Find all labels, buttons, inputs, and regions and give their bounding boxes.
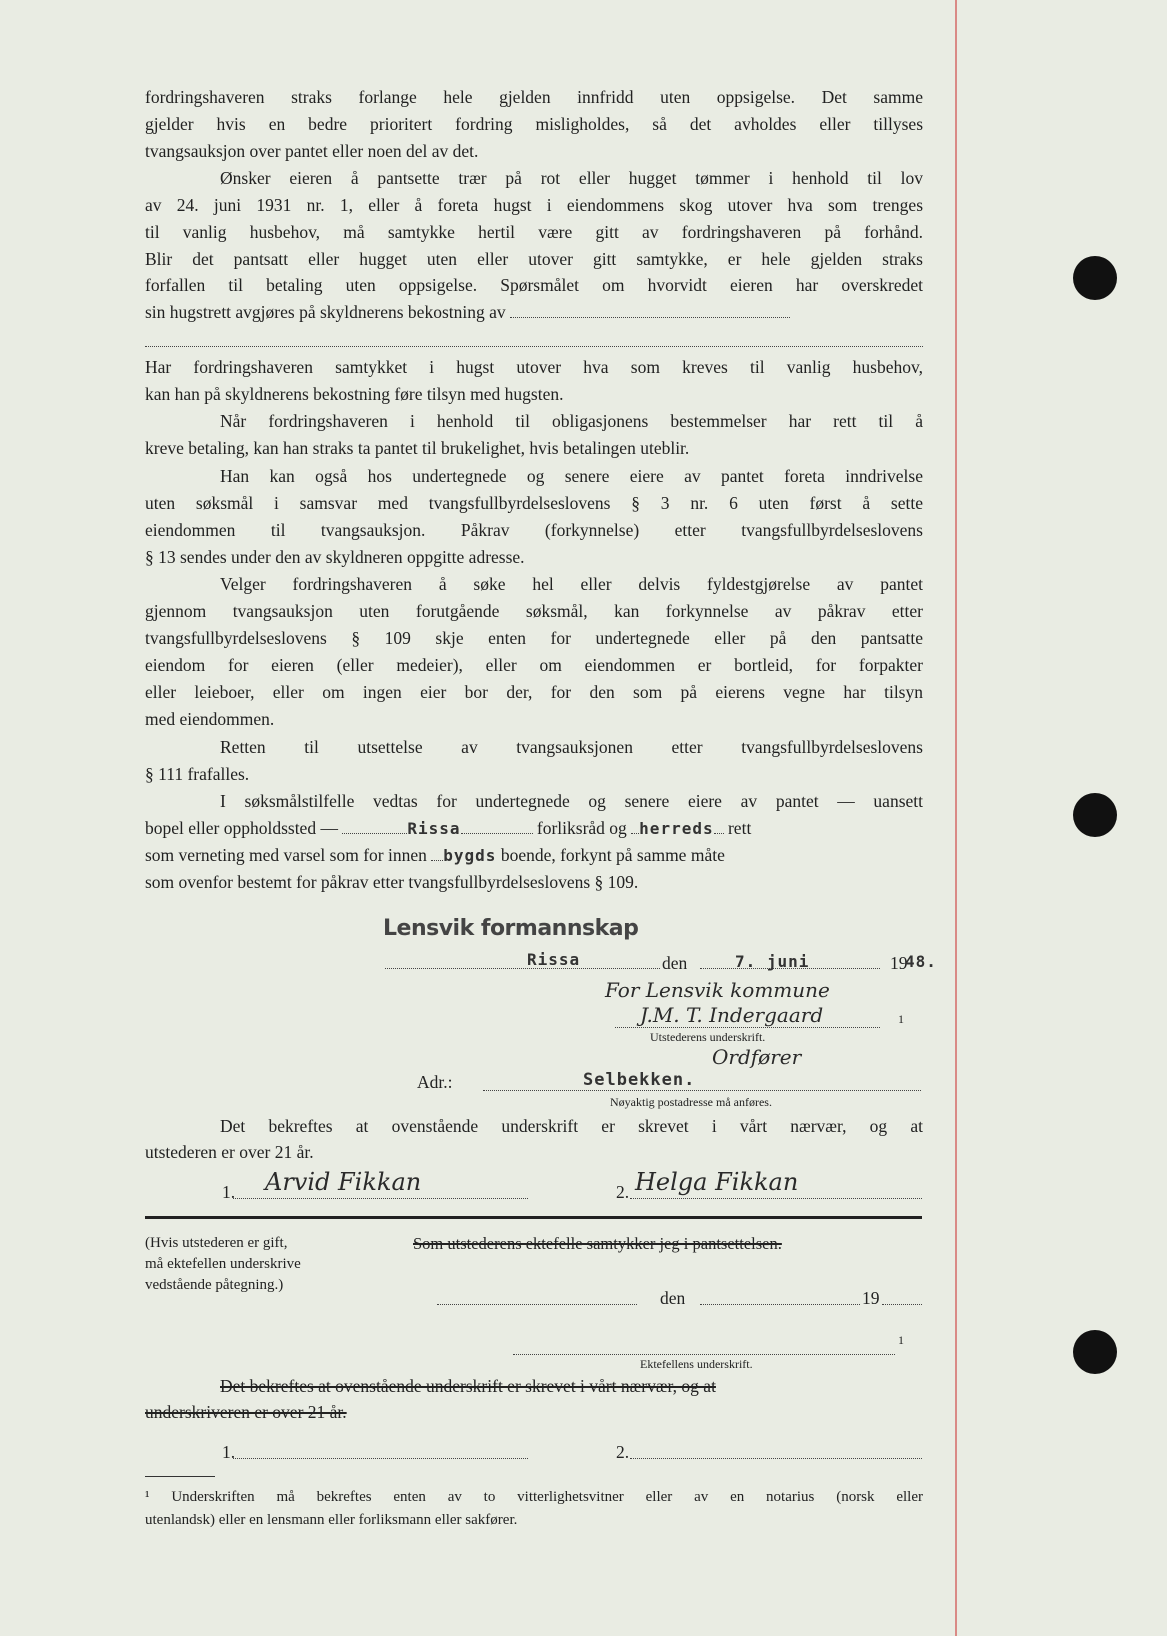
handwritten-signature: Helga Fikkan	[635, 1168, 799, 1196]
witness-number: 1.	[222, 1182, 236, 1202]
struck-text: Det bekreftes at ovenstående underskrift er skrevet i vårt nærvær, og at	[220, 1376, 716, 1396]
handwritten-signature: Arvid Fikkan	[265, 1168, 422, 1196]
signature-line	[233, 1444, 528, 1459]
punch-hole-icon	[1073, 256, 1117, 300]
den-label: den	[660, 1288, 686, 1308]
text-line: eller leieboer, eller om ingen eier bor der, for den som på eierens vegne har tilsyn	[145, 682, 923, 702]
footnote-mark: 1	[898, 1333, 904, 1347]
text-line: tvangsfullbyrdelseslovens § 109 skje enten for undertegnede eller på den pantsatte	[145, 628, 923, 648]
text: (Hvis utstederen er gift,	[145, 1235, 288, 1251]
footnote-text: ¹ Underskriften må bekreftes enten av to vitterlighetsvitner eller av en notarius (norsk eller	[145, 1489, 923, 1505]
venue-place: Rissa	[407, 819, 461, 838]
text-line: eiendommen til tvangsauksjon. Påkrav (forkynnelse) etter tvangsfullbyrdelseslovens	[145, 520, 923, 540]
text-line-part: sin hugstrett avgjøres på skyldnerens bekostning av	[145, 302, 506, 322]
text-line: uten søksmål i samsvar med tvangsfullbyrdelseslovens § 3 nr. 6 uten først å sette	[145, 493, 923, 513]
blank-field	[437, 1290, 637, 1305]
blank-field	[431, 846, 443, 861]
text: bopel eller oppholdssted —	[145, 818, 338, 838]
text-line: gjennom tvangsauksjon uten forutgående søksmål, kan forkynnelse av påkrav etter	[145, 601, 923, 621]
text-line: forfallen til betaling uten oppsigelse. Spørsmålet om hvorvidt eieren har overskredet	[145, 275, 923, 295]
margin-rule	[955, 0, 957, 1636]
text-line: Retten til utsettelse av tvangsauksjonen etter tvangsfullbyrdelseslovens	[220, 737, 923, 757]
blank-field	[461, 819, 533, 834]
handwritten-title: Ordfører	[712, 1045, 802, 1069]
witness-number: 1.	[222, 1442, 236, 1462]
witness-number: 2.	[616, 1442, 630, 1462]
date: 7. juni	[735, 952, 810, 971]
footnote-text: utenlandsk) eller en lensmann eller forliksmann eller sakfører.	[145, 1512, 518, 1528]
blank-field	[882, 1290, 922, 1305]
text-line: Ønsker eieren å pantsette trær på rot eller hugget tømmer i henhold til lov	[220, 168, 923, 188]
caption: Utstederens underskrift.	[650, 1030, 766, 1044]
caption: Ektefellens underskrift.	[640, 1357, 753, 1371]
blank-field	[385, 954, 660, 969]
text: vedstående påtegning.)	[145, 1277, 284, 1293]
address-label: Adr.:	[417, 1072, 453, 1092]
punch-hole-icon	[1073, 793, 1117, 837]
caption: Nøyaktig postadresse må anføres.	[610, 1095, 772, 1109]
signature-line	[513, 1340, 895, 1355]
struck-text: Som utstederens ektefelle samtykker jeg i pantsettelsen.	[413, 1234, 782, 1253]
text-line: tvangsauksjon over pantet eller noen del av det.	[145, 141, 479, 161]
text-line: til vanlig husbehov, må samtykke hertil være gitt av fordringshaveren på forhånd.	[145, 222, 923, 242]
signature-line	[630, 1444, 922, 1459]
year-prefix: 19	[862, 1288, 880, 1308]
signature-line	[615, 1013, 880, 1028]
blank-field	[700, 1290, 860, 1305]
text-line: Når fordringshaveren i henhold til obligasjonens bestemmelser har rett til å	[220, 411, 923, 431]
text-line: utstederen er over 21 år.	[145, 1142, 314, 1162]
text-line: fordringshaveren straks forlange hele gjelden innfridd uten oppsigelse. Det samme	[145, 87, 923, 107]
divider	[145, 1216, 922, 1219]
address-value: Selbekken.	[583, 1070, 696, 1090]
text: rett	[727, 818, 752, 838]
venue-line-2	[145, 844, 923, 866]
stamp: Lensvik formannskap	[383, 916, 639, 941]
footnote-mark: 1	[898, 1012, 904, 1026]
punch-hole-icon	[1073, 1330, 1117, 1374]
year-prefix: 19	[890, 953, 908, 973]
text-line: Velger fordringshaveren å søke hel eller delvis fyldestgjørelse av pantet	[220, 574, 923, 594]
blank-field	[483, 1076, 921, 1091]
text-line: eiendom for eieren (eller medeier), eller om eiendommen er bortleid, for forpakter	[145, 655, 923, 675]
text-line: I søksmålstilfelle vedtas for undertegnede og senere eiere av pantet — uansett	[220, 791, 923, 811]
den-label: den	[662, 953, 688, 973]
text: boende, forkynt på samme måte	[500, 845, 725, 865]
blank-field	[714, 819, 724, 834]
text-line: kan han på skyldnerens bekostning føre tilsyn med hugsten.	[145, 384, 564, 404]
text-line: gjelder hvis en bedre prioritert fordring misligholdes, så det avholdes eller tillyses	[145, 114, 923, 134]
text-line: § 13 sendes under den av skyldneren oppgitte adresse.	[145, 547, 525, 567]
struck-text: underskriveren er over 21 år.	[145, 1402, 347, 1422]
spouse-note	[145, 1233, 301, 1296]
text-line: kreve betaling, kan han straks ta pantet til brukelighet, hvis betalingen uteblir.	[145, 438, 690, 458]
text-line: Det bekreftes at ovenstående underskrift er skrevet i vårt nærvær, og at	[220, 1116, 923, 1136]
witness-number: 2.	[616, 1182, 630, 1202]
year-suffix: 48.	[905, 952, 937, 971]
text-line: med eiendommen.	[145, 709, 275, 729]
blank-field	[342, 819, 407, 834]
text-line: som ovenfor bestemt for påkrav etter tvangsfullbyrdelseslovens § 109.	[145, 872, 639, 892]
blank-field	[631, 819, 639, 834]
text-line: av 24. juni 1931 nr. 1, eller å foreta hugst i eiendommens skog utover hva som trenges	[145, 195, 923, 215]
footnote-rule	[145, 1476, 215, 1477]
text-line: Har fordringshaveren samtykket i hugst utover hva som kreves til vanlig husbehov,	[145, 357, 923, 377]
blank-field	[145, 332, 923, 347]
text: som verneting med varsel som for innen	[145, 845, 427, 865]
text-line: § 111 frafalles.	[145, 764, 250, 784]
text: forliksråd og	[536, 818, 627, 838]
venue-line	[145, 817, 923, 839]
text: må ektefellen underskrive	[145, 1256, 301, 1272]
venue-area: bygds	[443, 846, 497, 865]
place-typed: Rissa	[527, 950, 581, 969]
text-line: Blir det pantsatt eller hugget uten eller utover gitt samtykke, er hele gjelden straks	[145, 249, 923, 269]
handwritten-signature: J.M. T. Indergaard	[640, 1003, 824, 1027]
text-line: Han kan også hos undertegnede og senere eiere av pantet foreta inndrivelse	[220, 466, 923, 486]
handwritten-signature: For Lensvik kommune	[605, 978, 830, 1002]
text-line	[145, 301, 923, 323]
blank-field	[510, 303, 790, 318]
venue-court: herreds	[639, 819, 714, 838]
